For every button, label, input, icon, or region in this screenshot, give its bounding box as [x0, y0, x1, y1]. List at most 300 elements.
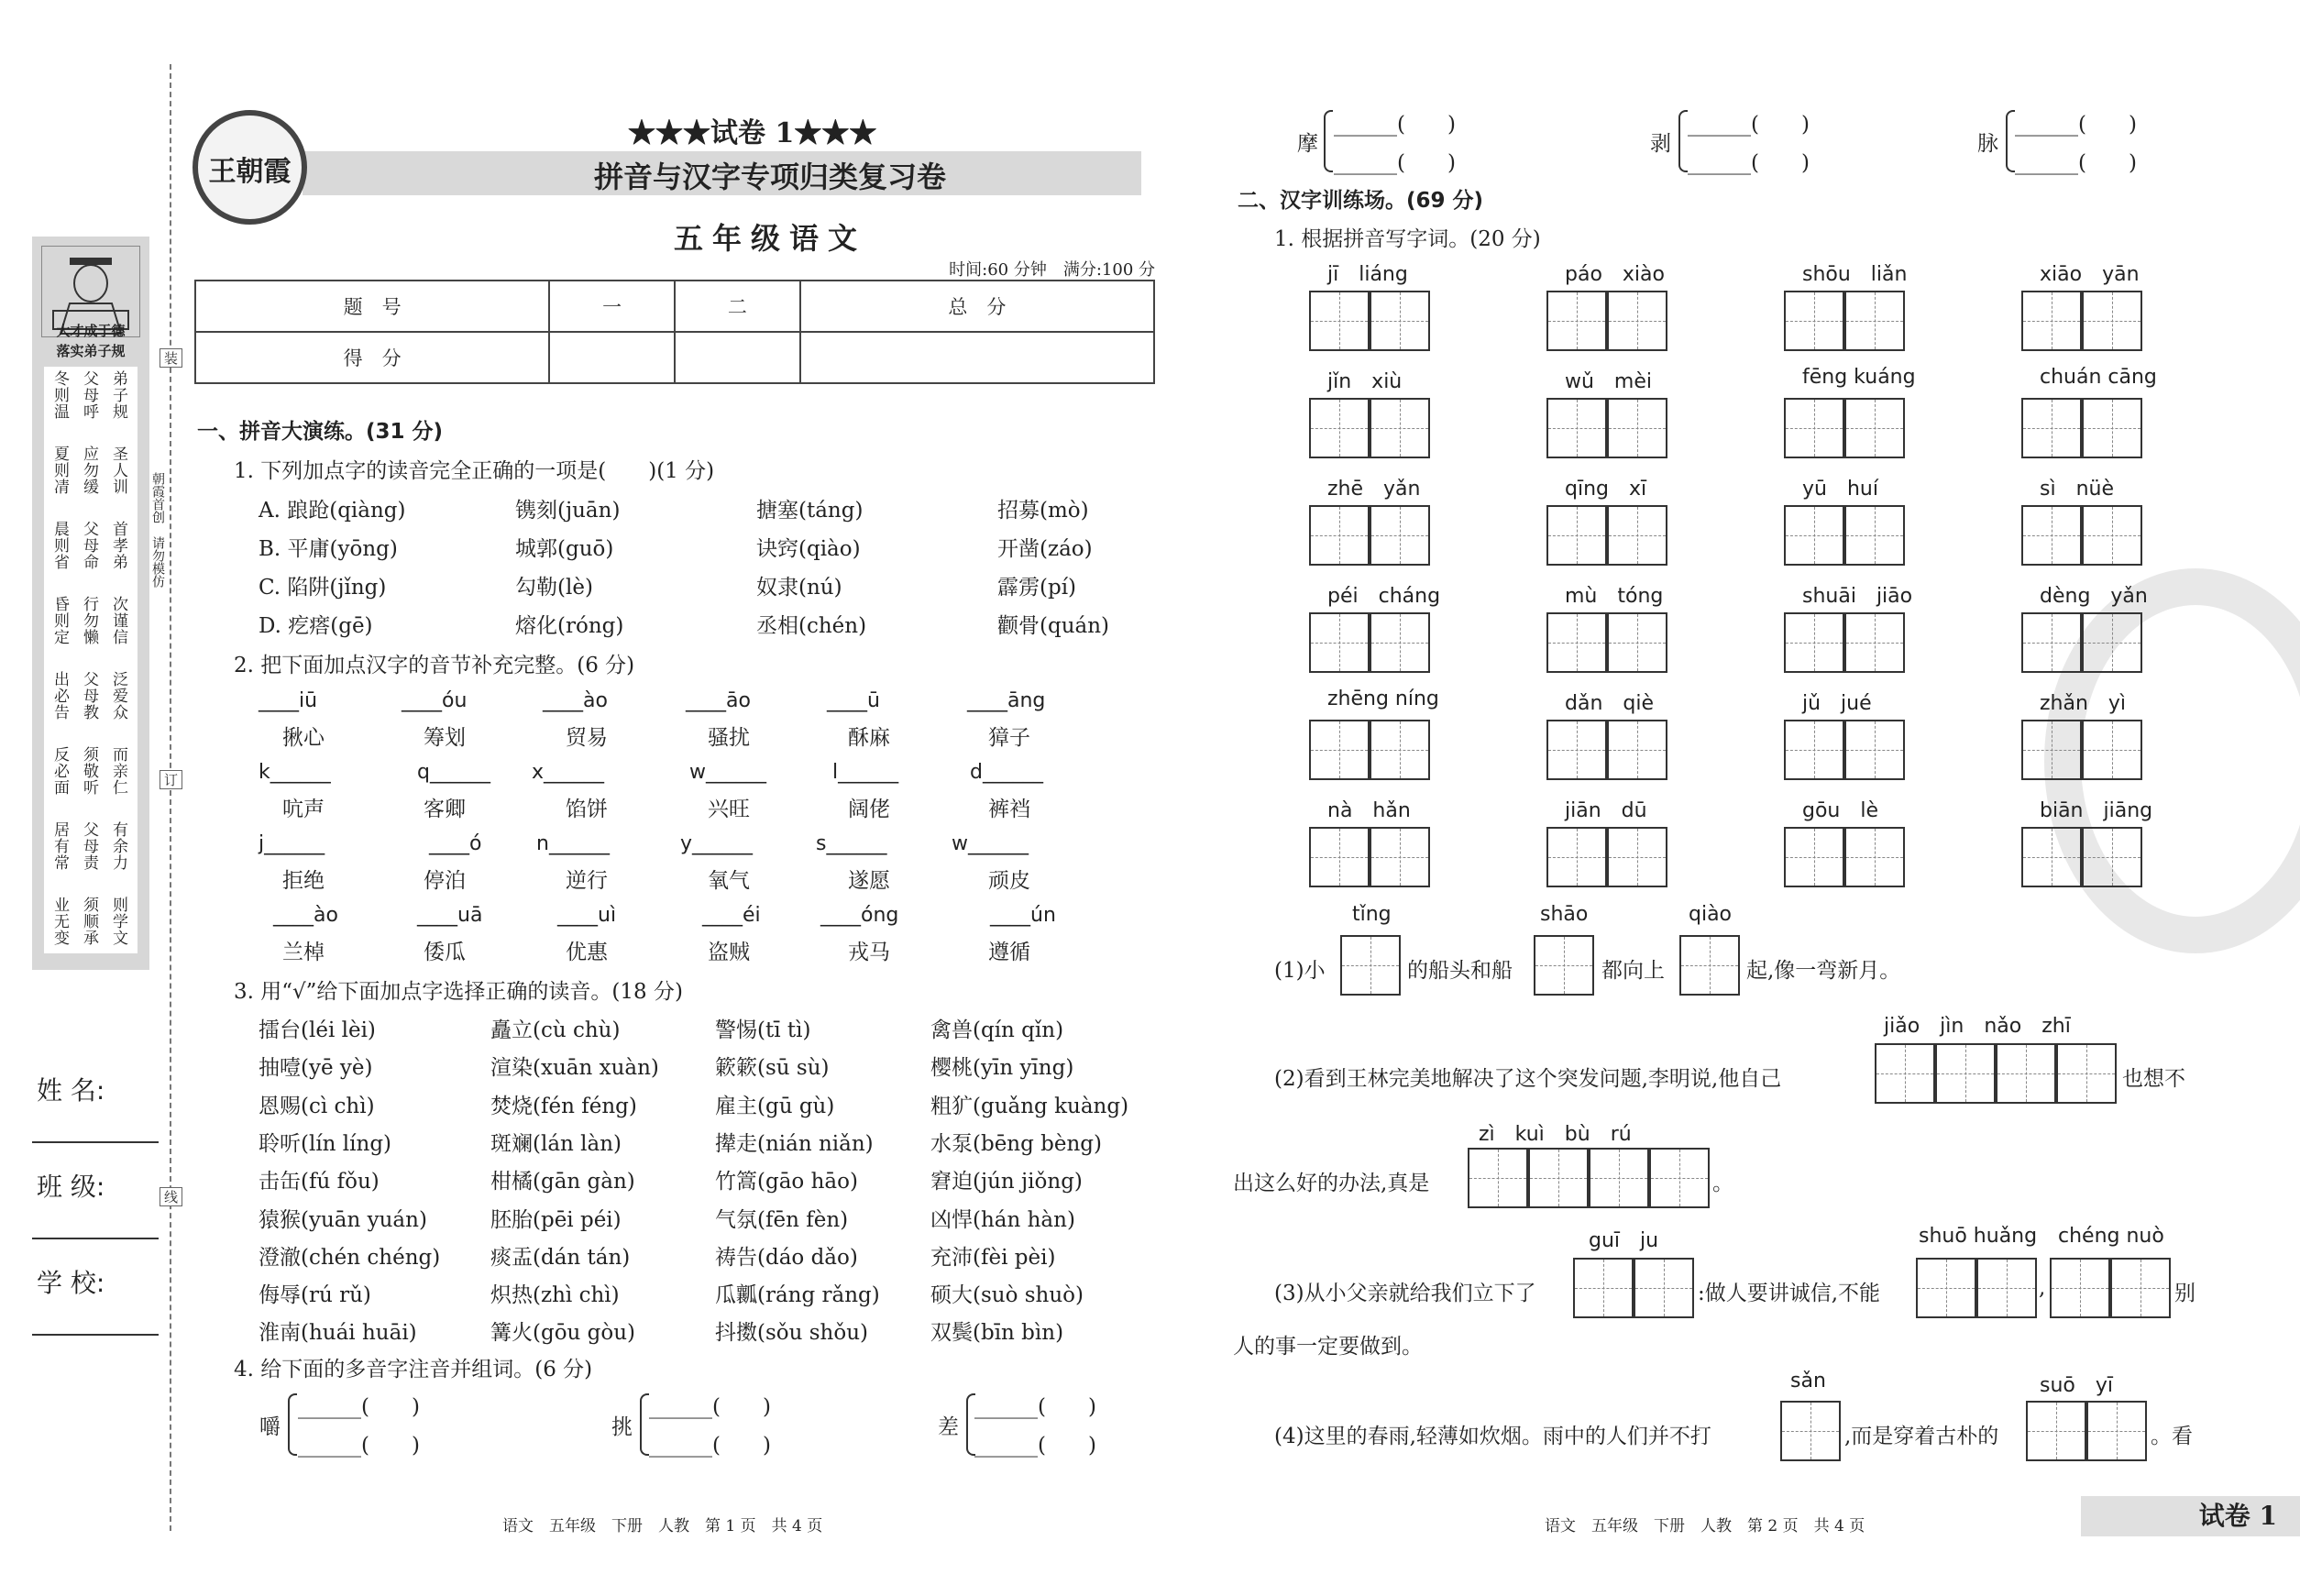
- pinyin-blank[interactable]: ____éi: [702, 904, 761, 927]
- sentence-text: 也想不: [2122, 1067, 2185, 1091]
- reading-choice[interactable]: 祷告(dáo dǎo): [715, 1246, 858, 1270]
- char-box[interactable]: [1573, 1258, 1634, 1318]
- char-box[interactable]: [1546, 291, 1607, 351]
- pinyin-blank[interactable]: ____uì: [557, 904, 617, 927]
- word: 客卿: [424, 798, 466, 821]
- pinyin-hint: qiào: [1689, 903, 1733, 926]
- char-box[interactable]: [2021, 720, 2082, 780]
- pinyin-hint: jiān dū: [1565, 799, 1647, 822]
- pinyin-hint: biān jiāng: [2040, 799, 2153, 822]
- poem-column: 夏则凊: [50, 446, 69, 495]
- pinyin-hint: jiǎo jìn nǎo zhī: [1884, 1015, 2071, 1038]
- page-tag: 试卷 1: [2081, 1496, 2300, 1536]
- word: 骚扰: [708, 726, 750, 750]
- word: 兴旺: [708, 798, 750, 821]
- pinyin-hint: wǔ mèi: [1565, 370, 1653, 393]
- motto: 大才成于德 落实弟子规: [56, 323, 126, 359]
- reading-choice[interactable]: 聆听(lín líng): [259, 1132, 392, 1156]
- char-box[interactable]: [1634, 1258, 1694, 1318]
- page-title: 拼音与汉字专项归类复习卷: [593, 160, 946, 194]
- option: 镌刻(juān): [515, 499, 621, 523]
- pinyin-hint: fēng kuáng: [1802, 366, 1916, 389]
- copyright-note: 朝霞首创 请勿模仿: [150, 472, 165, 588]
- char-box[interactable]: [1784, 827, 1844, 887]
- sentence-text: ,: [2039, 1276, 2046, 1300]
- option: 诀窍(qiào): [756, 537, 861, 561]
- reading-choice[interactable]: 双鬓(bīn bìn): [930, 1321, 1064, 1345]
- char-box[interactable]: [2021, 291, 2082, 351]
- pinyin-blank[interactable]: q______: [417, 761, 490, 784]
- char-box[interactable]: [2082, 720, 2142, 780]
- char-box[interactable]: [2082, 398, 2142, 458]
- reading-choice[interactable]: 抖擞(sǒu shǒu): [715, 1321, 868, 1345]
- word: 揪心: [282, 726, 325, 750]
- class-label: 班 级:: [37, 1172, 105, 1202]
- pinyin-blank[interactable]: w______: [689, 761, 766, 784]
- poem-column: 有余力: [109, 821, 127, 871]
- poem-column: 应勿缓: [80, 446, 98, 495]
- score-table: [194, 280, 1155, 384]
- score-input-cell[interactable]: [549, 332, 675, 383]
- char-box[interactable]: [1844, 827, 1905, 887]
- reading-choice[interactable]: 樱桃(yīn yīng): [930, 1056, 1074, 1080]
- section-title: 二、汉字训练场。(69 分): [1238, 189, 1484, 213]
- question: 1. 下列加点字的读音完全正确的一项是( )(1 分): [234, 459, 715, 483]
- pinyin-hint: xiāo yān: [2040, 263, 2140, 286]
- pinyin-hint: gōu lè: [1802, 799, 1879, 822]
- table-cell: 二: [675, 281, 800, 332]
- school-field[interactable]: [32, 1334, 159, 1336]
- reading-choice[interactable]: 充沛(fèi pèi): [930, 1246, 1056, 1270]
- poem-column: 泛爱众: [109, 671, 127, 721]
- sentence-text: 。: [1712, 1172, 1733, 1195]
- word: 裤裆: [988, 798, 1030, 821]
- char-box[interactable]: [1607, 505, 1667, 566]
- char-box[interactable]: [1784, 398, 1844, 458]
- brace: [288, 1393, 297, 1456]
- sentence-text: 起,像一弯新月。: [1746, 959, 1901, 983]
- pinyin-blank[interactable]: y______: [680, 832, 754, 855]
- char-box[interactable]: [1607, 612, 1667, 673]
- sentence-text: :做人要讲诚信,不能: [1698, 1282, 1881, 1305]
- word: 馅饼: [566, 798, 608, 821]
- char-box[interactable]: [2050, 1258, 2110, 1318]
- poem-column: 父母命: [80, 521, 98, 570]
- char-box[interactable]: [1309, 827, 1370, 887]
- pinyin-blank[interactable]: ____āo: [686, 689, 751, 712]
- char-box[interactable]: [1370, 612, 1430, 673]
- pinyin-hint: zì kuì bù rú: [1479, 1123, 1632, 1146]
- char-box[interactable]: [1875, 1043, 1935, 1104]
- polyphone-char: 挑: [611, 1415, 633, 1439]
- pinyin-hint: chuán cāng: [2040, 366, 2157, 389]
- reading-choice[interactable]: 擂台(léi lèi): [259, 1018, 376, 1042]
- pinyin-blank[interactable]: j______: [259, 832, 325, 855]
- pinyin-blank[interactable]: s______: [816, 832, 887, 855]
- pinyin-hint: suō yī: [2040, 1374, 2113, 1397]
- pinyin-blank[interactable]: ____uā: [417, 904, 483, 927]
- question: 4. 给下面的多音字注音并组词。(6 分): [234, 1358, 593, 1381]
- reading-choice[interactable]: 气氛(fēn fèn): [715, 1208, 849, 1232]
- word: 盗贼: [708, 941, 750, 964]
- poem-column: 出必告: [50, 671, 69, 721]
- reading-choice[interactable]: 抽噎(yē yè): [259, 1056, 373, 1080]
- char-box[interactable]: [2021, 612, 2082, 673]
- question: 2. 把下面加点汉字的音节补充完整。(6 分): [234, 654, 635, 677]
- reading-choice[interactable]: 痰盂(dán tán): [490, 1246, 631, 1270]
- char-box[interactable]: [1784, 505, 1844, 566]
- answer-blank[interactable]: ______( ): [649, 1434, 771, 1458]
- option: 奴隶(nú): [756, 576, 842, 600]
- reading-choice[interactable]: 焚烧(fén féng): [490, 1095, 637, 1118]
- answer-blank[interactable]: ______( ): [2015, 151, 2137, 175]
- poem-column: 行勿懒: [80, 596, 98, 645]
- reading-choice[interactable]: 斑斓(lán làn): [490, 1132, 622, 1156]
- char-box[interactable]: [1679, 935, 1740, 996]
- word: 顽皮: [988, 869, 1030, 893]
- char-box[interactable]: [2082, 827, 2142, 887]
- pinyin-blank[interactable]: k______: [259, 761, 331, 784]
- table-cell: 总 分: [800, 281, 1154, 332]
- poem-column: 父母责: [80, 821, 98, 871]
- pinyin-hint: jī liáng: [1327, 263, 1408, 286]
- pinyin-hint: tǐng: [1352, 903, 1392, 926]
- pinyin-blank[interactable]: ____óu: [402, 689, 468, 712]
- pinyin-blank[interactable]: ____óng: [820, 904, 899, 927]
- poem-column: 须顺承: [80, 897, 98, 946]
- score-table-row: [195, 281, 1154, 332]
- pinyin-hint: yū huí: [1802, 478, 1878, 501]
- char-box[interactable]: [2021, 505, 2082, 566]
- word: 酥麻: [848, 726, 890, 750]
- sentence-text: 别: [2174, 1282, 2195, 1305]
- char-box[interactable]: [1784, 612, 1844, 673]
- char-box[interactable]: [1784, 291, 1844, 351]
- pinyin-hint: sì nüè: [2040, 478, 2114, 501]
- char-box[interactable]: [1546, 398, 1607, 458]
- pinyin-hint: shuō huǎng: [1919, 1225, 2038, 1248]
- char-box[interactable]: [1546, 612, 1607, 673]
- polyphone-char: 嚼: [259, 1415, 281, 1439]
- word: 吭声: [282, 798, 325, 821]
- page-footer: 语文 五年级 下册 人教 第 1 页 共 4 页: [502, 1517, 823, 1535]
- pinyin-blank[interactable]: x______: [532, 761, 605, 784]
- char-box[interactable]: [1309, 398, 1370, 458]
- char-box[interactable]: [1370, 827, 1430, 887]
- pinyin-hint: páo xiào: [1565, 263, 1665, 286]
- poem-column: 冬则温: [50, 370, 69, 420]
- word: 筹划: [424, 726, 466, 750]
- brace: [2006, 110, 2015, 172]
- pinyin-hint: qīng xī: [1565, 478, 1647, 501]
- table-cell: 得 分: [195, 332, 549, 383]
- char-box[interactable]: [1976, 1258, 2037, 1318]
- reading-choice[interactable]: 撵走(nián niǎn): [715, 1132, 874, 1156]
- char-box[interactable]: [1844, 612, 1905, 673]
- reading-choice[interactable]: 淮南(huái huāi): [259, 1321, 417, 1345]
- char-box[interactable]: [1528, 1148, 1589, 1208]
- pinyin-blank[interactable]: w______: [952, 832, 1029, 855]
- char-box[interactable]: [2082, 505, 2142, 566]
- word: 獐子: [988, 726, 1030, 750]
- char-box[interactable]: [1844, 720, 1905, 780]
- school-label: 学 校:: [37, 1268, 105, 1298]
- char-box[interactable]: [1309, 505, 1370, 566]
- poem-column: 圣人训: [109, 446, 127, 495]
- char-box[interactable]: [1780, 1401, 1841, 1461]
- sentence-text: 出这么好的办法,真是: [1233, 1172, 1430, 1195]
- score-table-row: [195, 332, 1154, 383]
- sentence-text: ,而是穿着古朴的: [1844, 1425, 1999, 1448]
- class-field[interactable]: [32, 1238, 159, 1239]
- answer-blank[interactable]: ______( ): [1334, 113, 1456, 137]
- pinyin-hint: dǎn qiè: [1565, 692, 1655, 715]
- char-box[interactable]: [2026, 1401, 2086, 1461]
- pinyin-blank[interactable]: n______: [536, 832, 610, 855]
- char-box[interactable]: [1370, 720, 1430, 780]
- option: D. 疙瘩(gē): [259, 614, 373, 638]
- reading-choice[interactable]: 矗立(cù chù): [490, 1018, 621, 1042]
- poem-column: 弟子规: [109, 370, 127, 420]
- poem-column: 业无变: [50, 897, 69, 946]
- pinyin-hint: nà hǎn: [1327, 799, 1411, 822]
- char-box[interactable]: [1309, 291, 1370, 351]
- pinyin-blank[interactable]: ____ún: [990, 904, 1056, 927]
- reading-choice[interactable]: 炽热(zhì chì): [490, 1283, 620, 1307]
- pinyin-hint: jǔ jué: [1802, 692, 1872, 715]
- pinyin-blank[interactable]: ____ào: [543, 689, 608, 712]
- char-box[interactable]: [1607, 827, 1667, 887]
- pinyin-hint: jǐn xiù: [1327, 370, 1403, 393]
- polyphone-char: 差: [938, 1415, 959, 1439]
- word: 贸易: [566, 726, 608, 750]
- char-box[interactable]: [1996, 1043, 2056, 1104]
- pinyin-hint: shāo: [1540, 903, 1589, 926]
- char-box[interactable]: [2086, 1401, 2147, 1461]
- answer-blank[interactable]: ______( ): [1688, 113, 1810, 137]
- score-input-cell[interactable]: [800, 332, 1154, 383]
- pinyin-hint: zhē yǎn: [1327, 478, 1421, 501]
- binding-line: [170, 64, 171, 1531]
- char-box[interactable]: [2082, 612, 2142, 673]
- char-box[interactable]: [1607, 291, 1667, 351]
- poem-column: 昏则定: [50, 596, 69, 645]
- reading-choice[interactable]: 硕大(suò shuò): [930, 1283, 1084, 1307]
- option: 熔化(róng): [515, 614, 624, 638]
- question: 1. 根据拼音写字词。(20 分): [1274, 227, 1541, 251]
- pinyin-hint: chéng nuò: [2058, 1225, 2164, 1248]
- char-box[interactable]: [1370, 291, 1430, 351]
- brace: [1678, 110, 1688, 172]
- brace: [640, 1393, 649, 1456]
- binding-label: 装: [160, 348, 182, 368]
- char-box[interactable]: [1340, 935, 1401, 996]
- reading-choice[interactable]: 窘迫(jún jiǒng): [930, 1170, 1083, 1194]
- option: C. 陷阱(jǐng): [259, 576, 387, 600]
- reading-choice[interactable]: 柑橘(gān gàn): [490, 1170, 635, 1194]
- word: 阔佬: [848, 798, 890, 821]
- section-title: 一、拼音大演练。(31 分): [197, 420, 444, 444]
- poem-column: 父母呼: [80, 370, 98, 420]
- char-box[interactable]: [1916, 1258, 1976, 1318]
- pinyin-hint: sǎn: [1790, 1370, 1826, 1392]
- sentence-text: (3)从小父亲就给我们立下了: [1274, 1282, 1536, 1305]
- sentence-text: 人的事一定要做到。: [1233, 1335, 1423, 1359]
- char-box[interactable]: [1649, 1148, 1710, 1208]
- poem-column: 须敬听: [80, 746, 98, 796]
- reading-choice[interactable]: 粗犷(guǎng kuàng): [930, 1095, 1129, 1118]
- binding-label: 订: [160, 770, 182, 789]
- answer-blank[interactable]: ______( ): [649, 1395, 771, 1419]
- poem-column: 首孝弟: [109, 521, 127, 570]
- poem-column: 则学文: [109, 897, 127, 946]
- time-info: 时间:60 分钟 满分:100 分: [949, 260, 1155, 280]
- reading-choice[interactable]: 禽兽(qín qǐn): [930, 1018, 1064, 1042]
- sentence-text: 的船头和船: [1407, 959, 1513, 983]
- option: 勾勒(lè): [515, 576, 593, 600]
- sentence-text: 都向上: [1601, 959, 1665, 983]
- char-box[interactable]: [1844, 398, 1905, 458]
- option: 丞相(chén): [756, 614, 867, 638]
- polyphone-char: 剥: [1650, 132, 1671, 156]
- word: 逆行: [566, 869, 608, 893]
- pinyin-hint: mù tóng: [1565, 585, 1664, 608]
- option: 搪塞(táng): [756, 499, 864, 523]
- polyphone-char: 摩: [1297, 132, 1318, 156]
- option: 霹雳(pí): [997, 576, 1077, 600]
- reading-choice[interactable]: 水泵(bēng bèng): [930, 1132, 1102, 1156]
- test-number: ★★★试卷 1★★★: [628, 117, 877, 149]
- char-box[interactable]: [1784, 720, 1844, 780]
- option: 颧骨(quán): [997, 614, 1110, 638]
- char-box[interactable]: [2082, 291, 2142, 351]
- char-box[interactable]: [1546, 505, 1607, 566]
- char-box[interactable]: [1607, 398, 1667, 458]
- reading-choice[interactable]: 猿猴(yuān yuán): [259, 1208, 427, 1232]
- answer-blank[interactable]: ______( ): [974, 1395, 1096, 1419]
- char-box[interactable]: [2056, 1043, 2117, 1104]
- pinyin-hint: zhēng níng: [1327, 688, 1439, 710]
- char-box[interactable]: [1589, 1148, 1649, 1208]
- subject-title: 五年级语文: [673, 221, 866, 256]
- answer-blank[interactable]: ______( ): [1334, 151, 1456, 175]
- answer-blank[interactable]: ______( ): [974, 1434, 1096, 1458]
- pinyin-hint: shōu liǎn: [1802, 263, 1908, 286]
- poem-column: 父母教: [80, 671, 98, 721]
- reading-choice[interactable]: 竹篙(gāo hāo): [715, 1170, 858, 1194]
- char-box[interactable]: [1468, 1148, 1528, 1208]
- option: A. 踉跄(qiàng): [259, 499, 406, 523]
- word: 倭瓜: [424, 941, 466, 964]
- reading-choice[interactable]: 篝火(gōu gòu): [490, 1321, 636, 1345]
- pinyin-blank[interactable]: ____āng: [967, 689, 1046, 712]
- pinyin-hint: péi cháng: [1327, 585, 1441, 608]
- char-box[interactable]: [1844, 291, 1905, 351]
- word: 氧气: [708, 869, 750, 893]
- reading-choice[interactable]: 胚胎(pēi péi): [490, 1208, 622, 1232]
- word: 停泊: [424, 869, 466, 893]
- reading-choice[interactable]: 凶悍(hán hàn): [930, 1208, 1075, 1232]
- pinyin-blank[interactable]: ____ó: [429, 832, 482, 855]
- reading-choice[interactable]: 渲染(xuān xuàn): [490, 1056, 659, 1080]
- char-box[interactable]: [1546, 827, 1607, 887]
- char-box[interactable]: [1607, 720, 1667, 780]
- option: B. 平庸(yōng): [259, 537, 398, 561]
- pinyin-hint: shuāi jiāo: [1802, 585, 1913, 608]
- pinyin-blank[interactable]: ____iū: [259, 689, 318, 712]
- answer-blank[interactable]: ______( ): [298, 1434, 420, 1458]
- brace: [1324, 110, 1333, 172]
- binding-label: 线: [160, 1187, 182, 1206]
- reading-choice[interactable]: 雇主(gū gù): [715, 1095, 835, 1118]
- pinyin-blank[interactable]: l______: [832, 761, 899, 784]
- reading-choice[interactable]: 警惕(tī tì): [715, 1018, 811, 1042]
- sentence-text: (1)小: [1274, 959, 1326, 983]
- word: 遂愿: [848, 869, 890, 893]
- score-input-cell[interactable]: [675, 332, 800, 383]
- answer-blank[interactable]: ______( ): [1688, 151, 1810, 175]
- char-box[interactable]: [1935, 1043, 1996, 1104]
- reading-choice[interactable]: 侮辱(rú rǔ): [259, 1283, 371, 1307]
- char-box[interactable]: [2110, 1258, 2171, 1318]
- option: 招募(mò): [997, 499, 1089, 523]
- char-box[interactable]: [1309, 612, 1370, 673]
- sentence-text: (4)这里的春雨,轻薄如炊烟。雨中的人们并不打: [1274, 1425, 1711, 1448]
- poem-panel: [44, 367, 138, 953]
- option: 城郭(guō): [515, 537, 614, 561]
- char-box[interactable]: [1309, 720, 1370, 780]
- logo-text: 王朝霞: [208, 156, 292, 188]
- option: 开凿(záo): [997, 537, 1093, 561]
- sentence-text: 。看: [2151, 1425, 2193, 1448]
- char-box[interactable]: [2021, 398, 2082, 458]
- word: 遵循: [988, 941, 1030, 964]
- answer-blank[interactable]: ______( ): [2015, 113, 2137, 137]
- word: 优惠: [566, 941, 608, 964]
- poem-column: 居有常: [50, 821, 69, 871]
- char-box[interactable]: [1546, 720, 1607, 780]
- reading-choice[interactable]: 击缶(fú fǒu): [259, 1170, 380, 1194]
- pinyin-hint: zhǎn yì: [2040, 692, 2127, 715]
- pinyin-hint: dèng yǎn: [2040, 585, 2148, 608]
- pinyin-blank[interactable]: d______: [970, 761, 1043, 784]
- question: 3. 用“√”给下面加点字选择正确的读音。(18 分): [234, 980, 683, 1004]
- word: 兰棹: [282, 941, 325, 964]
- table-cell: 一: [549, 281, 675, 332]
- word: 拒绝: [282, 869, 325, 893]
- name-label: 姓 名:: [37, 1075, 105, 1106]
- char-box[interactable]: [1370, 398, 1430, 458]
- char-box[interactable]: [1534, 935, 1594, 996]
- answer-blank[interactable]: ______( ): [298, 1395, 420, 1419]
- page-footer: 语文 五年级 下册 人教 第 2 页 共 4 页: [1545, 1517, 1865, 1535]
- char-box[interactable]: [2021, 827, 2082, 887]
- poem-column: 次谨信: [109, 596, 127, 645]
- reading-choice[interactable]: 恩赐(cì chì): [259, 1095, 375, 1118]
- poem-column: 而亲仁: [109, 746, 127, 796]
- char-box[interactable]: [1844, 505, 1905, 566]
- char-box[interactable]: [1370, 505, 1430, 566]
- pinyin-blank[interactable]: ____ào: [273, 904, 338, 927]
- pinyin-blank[interactable]: ____ū: [827, 689, 880, 712]
- reading-choice[interactable]: 簌簌(sū sù): [715, 1056, 830, 1080]
- word: 戎马: [848, 941, 890, 964]
- sentence-text: (2)看到王林完美地解决了这个突发问题,李明说,他自己: [1274, 1067, 1782, 1091]
- reading-choice[interactable]: 瓜瓤(ráng rǎng): [715, 1283, 880, 1307]
- polyphone-char: 脉: [1977, 132, 1998, 156]
- name-field[interactable]: [32, 1141, 159, 1143]
- reading-choice[interactable]: 澄澈(chén chéng): [259, 1246, 441, 1270]
